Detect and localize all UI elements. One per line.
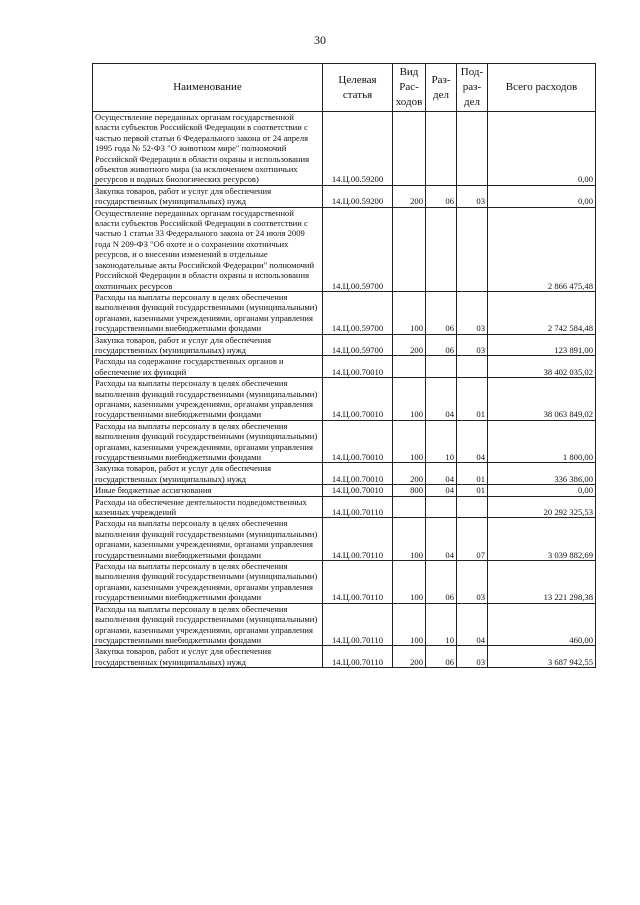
row-subsection-cell: 03	[457, 334, 488, 356]
table-row	[93, 356, 596, 378]
row-total-cell: 460,00	[488, 603, 596, 646]
row-section-cell	[426, 496, 457, 518]
row-total-cell: 2 866 475,48	[488, 207, 596, 291]
row-total-cell: 38 063 849,02	[488, 378, 596, 421]
row-total-cell: 20 292 325,53	[488, 496, 596, 518]
header-kind: Вид Рас- ходов	[393, 64, 426, 112]
row-total-cell: 3 687 942,55	[488, 646, 596, 668]
row-total-cell: 336 386,00	[488, 463, 596, 485]
row-name-cell: Осуществление переданных органам государственной власти субъектов Российской Федерации в соответствии с частью первой статьи 6 Федерального закона от 24 апреля 1995 года № 52-ФЗ "О животном мире" полномочий Российской Федерации в области охраны и использования объектов животного мира (за исключением охотничьих ресурсов и водных биологических ресурсов)	[93, 112, 323, 186]
row-subsection-cell: 07	[457, 518, 488, 561]
row-name-cell: Расходы на выплаты персоналу в целях обеспечения выполнения функций государственными (муниципальными) органами, казенными учреждениями, органами управления государственными внебюджетными фондами	[93, 603, 323, 646]
row-subsection-cell: 03	[457, 185, 488, 207]
table-row	[93, 291, 596, 334]
row-subsection-cell	[457, 207, 488, 291]
row-kind-cell: 200	[393, 185, 426, 207]
row-name-cell: Осуществление переданных органам государственной власти субъектов Российской Федерации в соответствии с частью 1 статьи 33 Федерального закона от 24 июля 2009 года N 209-ФЗ "Об охоте и о сохранении охотничьих ресурсов, и о внесении изменений в отдельные законодательные акты Российской Федерации" полномочий Российской Федерации в области охраны и использования охотничьих ресурсов	[93, 207, 323, 291]
row-section-cell: 04	[426, 378, 457, 421]
row-target-cell: 14.Ц.00.70010	[323, 485, 393, 496]
row-kind-cell: 100	[393, 378, 426, 421]
row-total-cell: 1 800,00	[488, 420, 596, 463]
row-section-cell: 04	[426, 463, 457, 485]
row-target-cell: 14.Ц.00.70110	[323, 561, 393, 604]
table-row	[93, 463, 596, 485]
row-target-cell: 14.Ц.00.70010	[323, 420, 393, 463]
row-section-cell: 06	[426, 291, 457, 334]
row-name-cell: Закупка товаров, работ и услуг для обеспечения государственных (муниципальных) нужд	[93, 463, 323, 485]
header-section: Раз- дел	[426, 64, 457, 112]
row-target-cell: 14.Ц.00.70110	[323, 496, 393, 518]
table-row	[93, 485, 596, 496]
table-row	[93, 496, 596, 518]
row-subsection-cell	[457, 356, 488, 378]
row-subsection-cell: 04	[457, 603, 488, 646]
row-name-cell: Расходы на содержание государственных органов и обеспечение их функций	[93, 356, 323, 378]
row-name-cell: Закупка товаров, работ и услуг для обеспечения государственных (муниципальных) нужд	[93, 334, 323, 356]
row-target-cell: 14.Ц.00.59700	[323, 291, 393, 334]
table-row	[93, 185, 596, 207]
row-kind-cell	[393, 356, 426, 378]
row-kind-cell	[393, 207, 426, 291]
row-total-cell: 0,00	[488, 485, 596, 496]
row-name-cell: Расходы на выплаты персоналу в целях обеспечения выполнения функций государственными (муниципальными) органами, казенными учреждениями, органами управления государственными внебюджетными фондами	[93, 291, 323, 334]
row-section-cell: 04	[426, 485, 457, 496]
row-section-cell: 10	[426, 603, 457, 646]
row-subsection-cell: 04	[457, 420, 488, 463]
row-subsection-cell: 01	[457, 463, 488, 485]
budget-table	[92, 63, 596, 668]
table-row	[93, 603, 596, 646]
table-row	[93, 378, 596, 421]
table-row	[93, 334, 596, 356]
row-kind-cell	[393, 112, 426, 186]
table-header-row	[93, 64, 596, 112]
row-section-cell: 06	[426, 334, 457, 356]
row-total-cell: 3 039 882,69	[488, 518, 596, 561]
row-subsection-cell	[457, 112, 488, 186]
row-kind-cell: 800	[393, 485, 426, 496]
row-target-cell: 14.Ц.00.70010	[323, 463, 393, 485]
row-section-cell: 06	[426, 185, 457, 207]
row-target-cell: 14.Ц.00.70110	[323, 603, 393, 646]
row-total-cell: 38 402 035,02	[488, 356, 596, 378]
row-section-cell: 06	[426, 561, 457, 604]
row-target-cell: 14.Ц.00.70110	[323, 518, 393, 561]
row-name-cell: Иные бюджетные ассигнования	[93, 485, 323, 496]
row-kind-cell: 100	[393, 420, 426, 463]
row-name-cell: Расходы на выплаты персоналу в целях обеспечения выполнения функций государственными (муниципальными) органами, казенными учреждениями, органами управления государственными внебюджетными фондами	[93, 518, 323, 561]
row-name-cell: Расходы на выплаты персоналу в целях обеспечения выполнения функций государственными (муниципальными) органами, казенными учреждениями, органами управления государственными внебюджетными фондами	[93, 420, 323, 463]
row-section-cell: 04	[426, 518, 457, 561]
table-row	[93, 112, 596, 186]
row-name-cell: Закупка товаров, работ и услуг для обеспечения государственных (муниципальных) нужд	[93, 646, 323, 668]
row-subsection-cell	[457, 496, 488, 518]
row-target-cell: 14.Ц.00.59700	[323, 207, 393, 291]
row-target-cell: 14.Ц.00.59200	[323, 185, 393, 207]
header-subsection: Под- раз- дел	[457, 64, 488, 112]
row-name-cell: Расходы на выплаты персоналу в целях обеспечения выполнения функций государственными (муниципальными) органами, казенными учреждениями, органами управления государственными внебюджетными фондами	[93, 378, 323, 421]
row-total-cell: 0,00	[488, 185, 596, 207]
row-kind-cell: 200	[393, 334, 426, 356]
row-subsection-cell: 03	[457, 561, 488, 604]
row-name-cell: Закупка товаров, работ и услуг для обеспечения государственных (муниципальных) нужд	[93, 185, 323, 207]
row-total-cell: 2 742 584,48	[488, 291, 596, 334]
table-row	[93, 420, 596, 463]
table-row	[93, 646, 596, 668]
row-kind-cell: 100	[393, 518, 426, 561]
table-row	[93, 561, 596, 604]
row-name-cell: Расходы на обеспечение деятельности подведомственных казенных учреждений	[93, 496, 323, 518]
page-number: 30	[314, 33, 326, 47]
row-section-cell	[426, 356, 457, 378]
row-subsection-cell: 03	[457, 291, 488, 334]
row-section-cell	[426, 207, 457, 291]
row-kind-cell: 200	[393, 463, 426, 485]
row-target-cell: 14.Ц.00.70110	[323, 646, 393, 668]
row-target-cell: 14.Ц.00.59200	[323, 112, 393, 186]
table-row	[93, 518, 596, 561]
row-kind-cell: 200	[393, 646, 426, 668]
row-section-cell: 06	[426, 646, 457, 668]
row-subsection-cell: 01	[457, 378, 488, 421]
row-subsection-cell: 03	[457, 646, 488, 668]
header-name: Наименование	[93, 64, 323, 112]
row-name-cell: Расходы на выплаты персоналу в целях обеспечения выполнения функций государственными (муниципальными) органами, казенными учреждениями, органами управления государственными внебюджетными фондами	[93, 561, 323, 604]
row-kind-cell: 100	[393, 603, 426, 646]
row-section-cell: 10	[426, 420, 457, 463]
table-row	[93, 207, 596, 291]
row-target-cell: 14.Ц.00.70010	[323, 356, 393, 378]
row-total-cell: 0,00	[488, 112, 596, 186]
row-kind-cell	[393, 496, 426, 518]
row-total-cell: 123 891,00	[488, 334, 596, 356]
row-target-cell: 14.Ц.00.59700	[323, 334, 393, 356]
row-section-cell	[426, 112, 457, 186]
header-target: Целевая статья	[323, 64, 393, 112]
row-total-cell: 13 221 298,38	[488, 561, 596, 604]
row-kind-cell: 100	[393, 291, 426, 334]
row-subsection-cell: 01	[457, 485, 488, 496]
header-total: Всего расходов	[488, 64, 596, 112]
row-kind-cell: 100	[393, 561, 426, 604]
row-target-cell: 14.Ц.00.70010	[323, 378, 393, 421]
